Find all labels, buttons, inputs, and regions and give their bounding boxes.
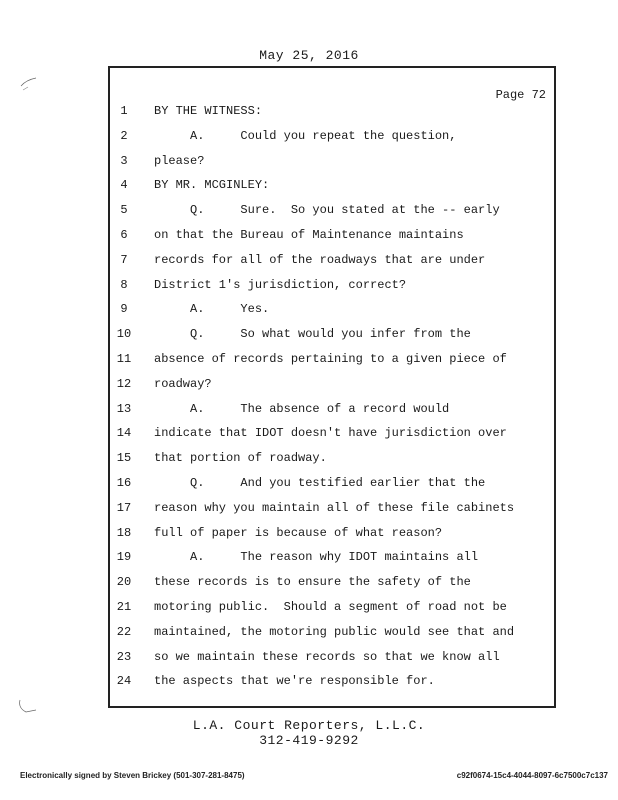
line-number: 22: [116, 624, 132, 639]
line-number: 3: [120, 153, 128, 168]
transcript-line: [0, 623, 618, 641]
line-number: 1: [120, 104, 128, 118]
transcript-line: [0, 424, 618, 442]
transcript-line: [0, 548, 618, 566]
line-number: 24: [116, 674, 132, 689]
line-number: 7: [120, 252, 128, 267]
transcript-line: [0, 152, 618, 170]
line-text: full of paper is because of what reason?: [154, 525, 443, 540]
line-number: 5: [120, 203, 128, 218]
transcript-line: [0, 648, 618, 666]
transcript-line: [0, 300, 618, 318]
line-text: these records is to ensure the safety of the: [154, 575, 471, 590]
line-text: please?: [154, 153, 205, 168]
line-text: absence of records pertaining to a given piece of: [154, 352, 507, 366]
line-number: 19: [116, 550, 132, 565]
line-text: indicate that IDOT doesn't have jurisdiction over: [154, 426, 507, 441]
transcript-line: [0, 672, 618, 690]
line-text: A. Yes.: [154, 302, 270, 317]
line-number: 4: [120, 178, 128, 193]
transcript-line: [0, 251, 618, 269]
transcript-line: [0, 474, 618, 492]
transcript-line: [0, 573, 618, 591]
line-number: 9: [120, 302, 128, 317]
transcript-line: [0, 102, 618, 120]
line-text: A. Could you repeat the question,: [154, 128, 457, 143]
transcript-line: [0, 598, 618, 616]
scan-mark-icon: [16, 694, 40, 718]
line-number: 20: [116, 575, 132, 590]
line-number: 11: [116, 352, 132, 366]
line-text: roadway?: [154, 376, 212, 391]
line-text: so we maintain these records so that we know all: [154, 649, 500, 664]
line-text: reason why you maintain all of these file cabinets: [154, 500, 515, 515]
line-number: 10: [116, 327, 132, 342]
line-number: 12: [116, 376, 132, 391]
transcript-line: [0, 400, 618, 418]
line-text: motoring public. Should a segment of road not be: [154, 600, 507, 614]
line-text: BY THE WITNESS:: [154, 104, 263, 118]
date-header: May 25, 2016: [259, 48, 359, 63]
line-text: that portion of roadway.: [154, 451, 327, 466]
transcript-line: [0, 176, 618, 194]
line-text: A. The reason why IDOT maintains all: [154, 550, 479, 565]
transcript-line: [0, 201, 618, 219]
page-number: Page 72: [495, 88, 546, 102]
electronic-signature-note: Electronically signed by Steven Brickey (501-307-281-8475): [20, 771, 245, 780]
court-reporter-phone: 312-419-9292: [259, 733, 359, 748]
transcript-line: [0, 325, 618, 343]
transcript-line: [0, 449, 618, 467]
line-text: A. The absence of a record would: [154, 401, 450, 416]
line-text: BY MR. MCGINLEY:: [154, 178, 270, 193]
line-text: District 1's jurisdiction, correct?: [154, 277, 407, 292]
court-reporter-name: L.A. Court Reporters, L.L.C.: [192, 718, 426, 733]
line-number: 18: [116, 525, 132, 540]
transcript-line: [0, 350, 618, 368]
transcript-line: [0, 276, 618, 294]
line-number: 2: [120, 128, 128, 143]
line-number: 14: [116, 426, 132, 441]
line-number: 17: [116, 500, 132, 515]
line-number: 8: [120, 277, 128, 292]
transcript-line: [0, 226, 618, 244]
line-number: 21: [116, 600, 132, 614]
scan-mark-icon: [18, 74, 40, 96]
line-text: maintained, the motoring public would see that and: [154, 624, 515, 639]
line-text: records for all of the roadways that are under: [154, 252, 486, 267]
line-text: on that the Bureau of Maintenance maintains: [154, 228, 464, 242]
line-number: 6: [120, 228, 128, 242]
line-text: Q. So what would you infer from the: [154, 327, 471, 342]
transcript-line: [0, 524, 618, 542]
line-number: 13: [116, 401, 132, 416]
document-id: c92f0674-15c4-4044-8097-6c7500c7c137: [456, 771, 608, 780]
transcript-line: [0, 499, 618, 517]
line-text: Q. And you testified earlier that the: [154, 476, 486, 490]
line-number: 23: [116, 649, 132, 664]
line-number: 15: [116, 451, 132, 466]
line-text: the aspects that we're responsible for.: [154, 674, 435, 689]
transcript-line: [0, 127, 618, 145]
line-text: Q. Sure. So you stated at the -- early: [154, 203, 500, 218]
transcript-line: [0, 375, 618, 393]
line-number: 16: [116, 476, 132, 490]
